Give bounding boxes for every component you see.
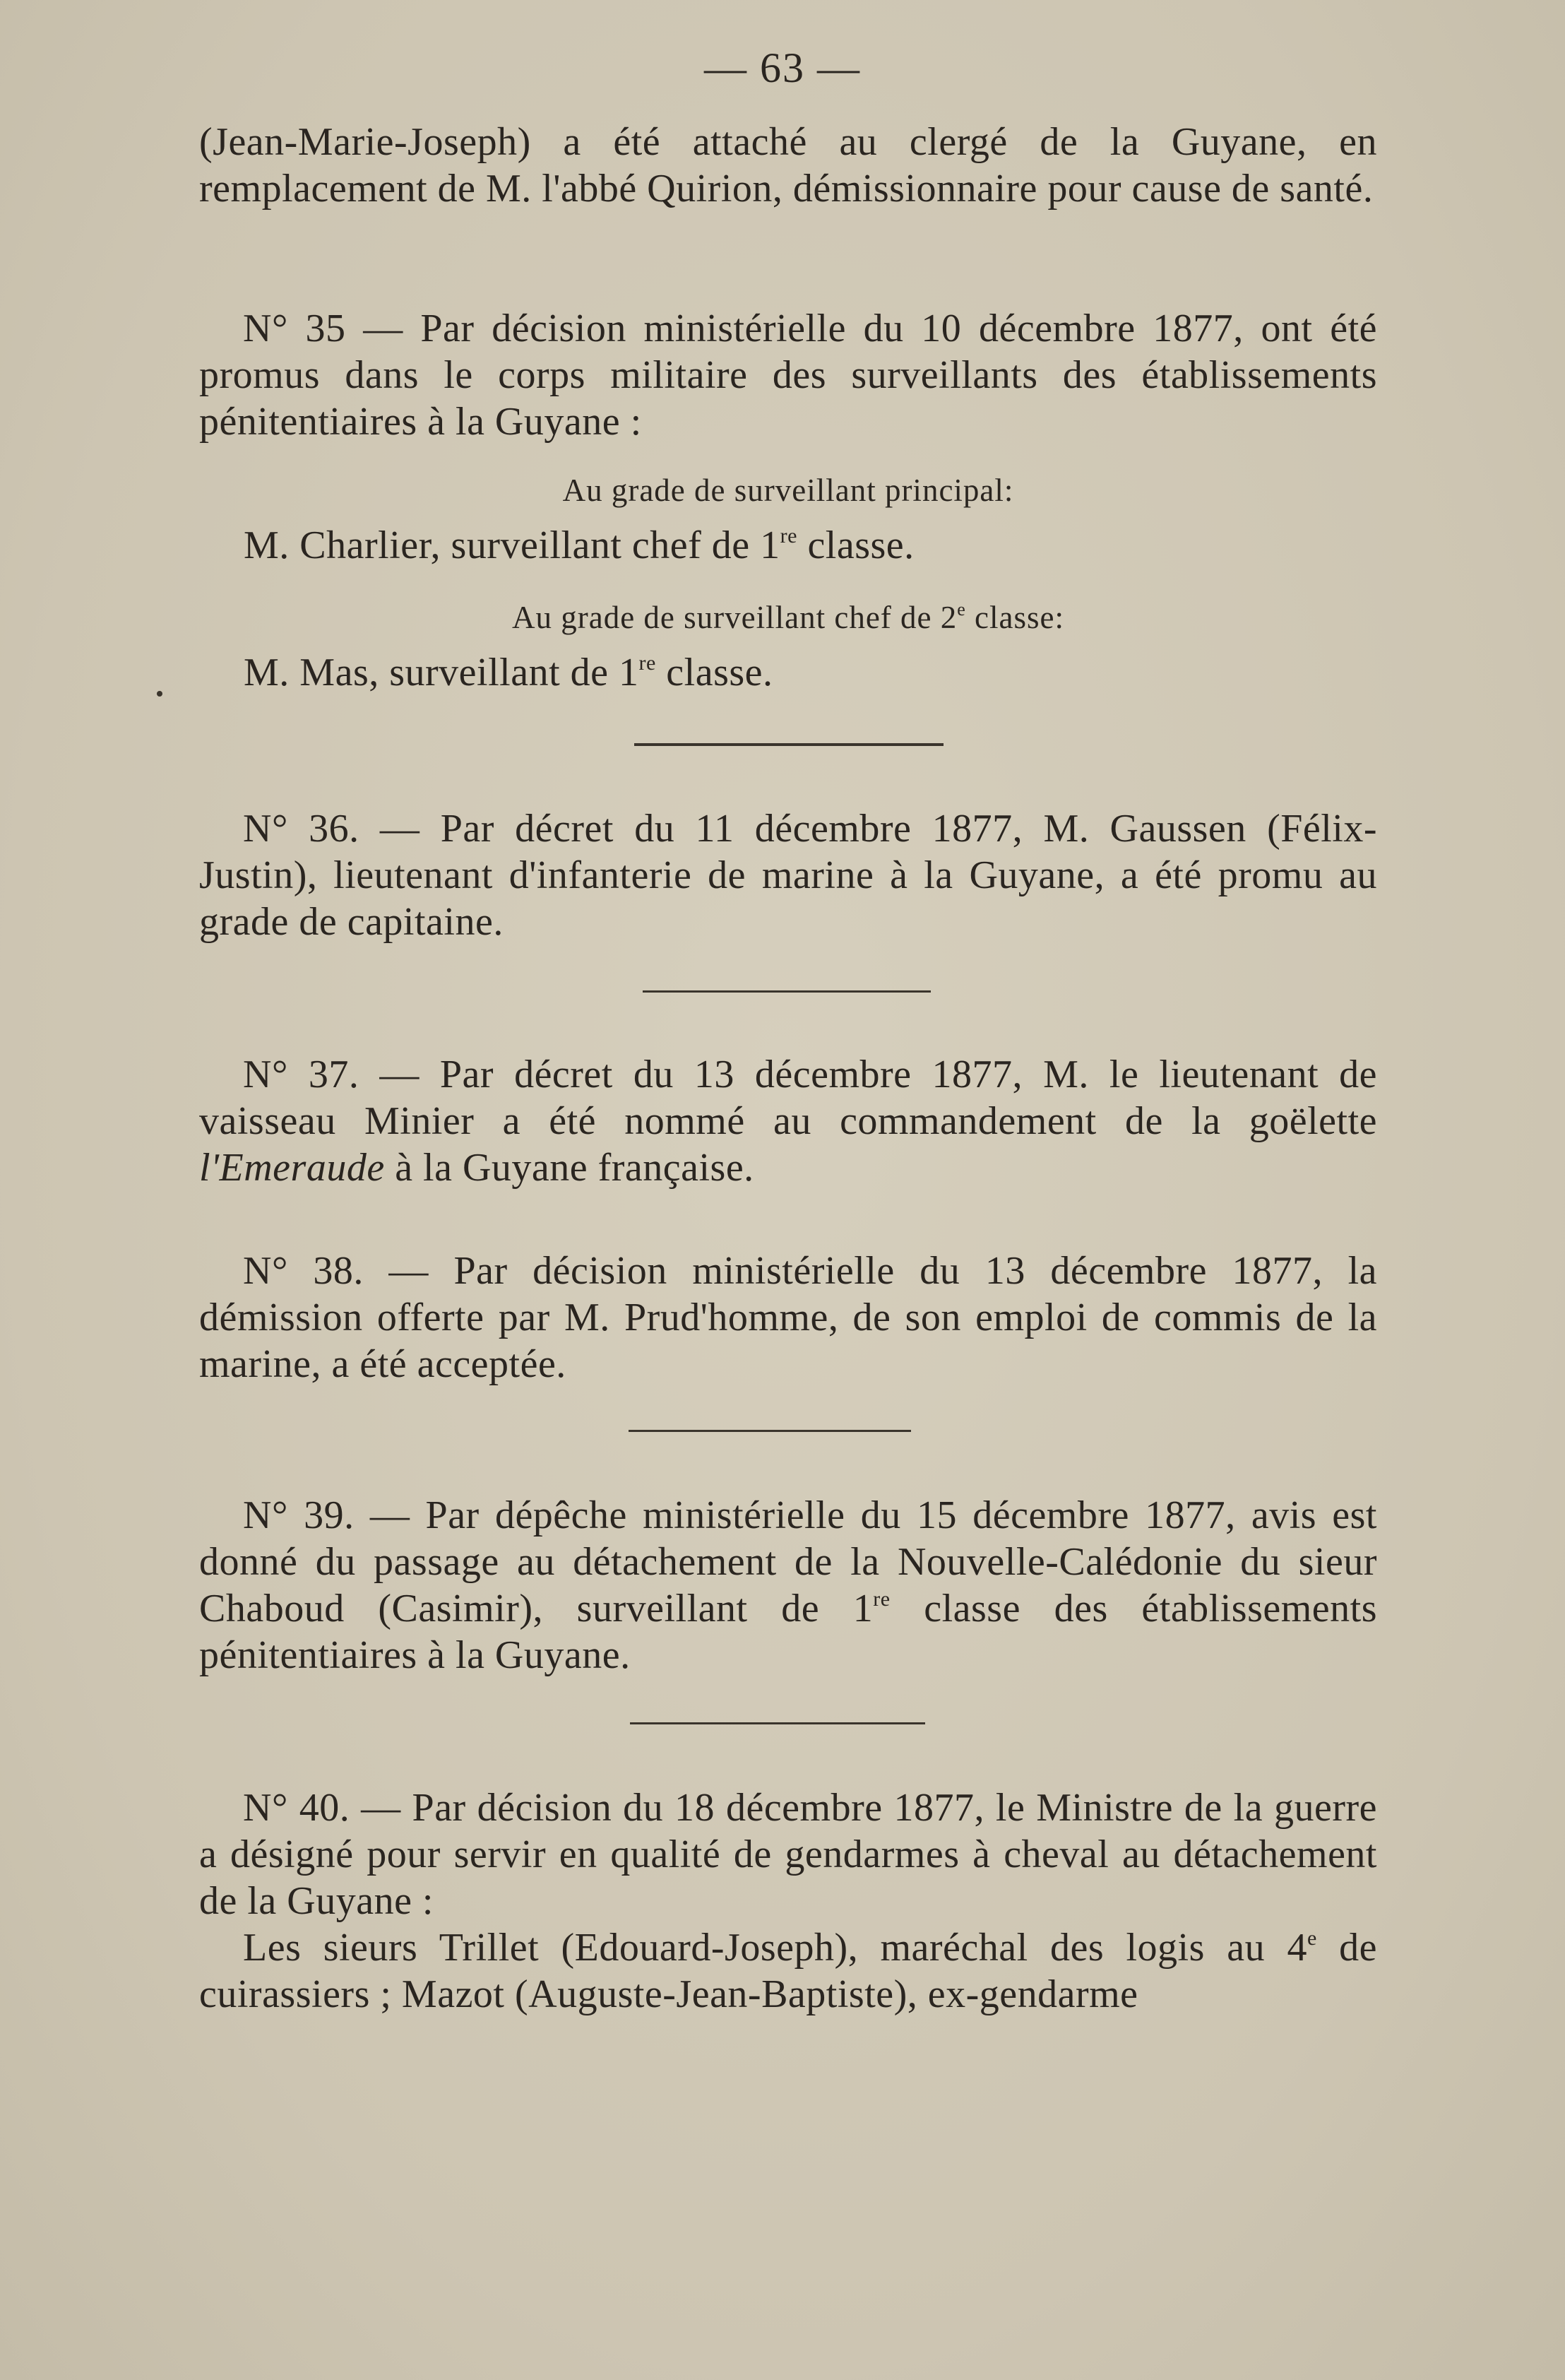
- separator-rule: [629, 1430, 911, 1432]
- appointment-charlier-text: M. Charlier, surveillant chef de 1: [244, 523, 780, 567]
- superscript: e: [957, 599, 966, 620]
- paragraph-40-continued-text: Les sieurs Trillet (Edouard-Joseph), maréchal des logis au 4: [243, 1926, 1307, 1970]
- subheading-chef-tail: classe:: [965, 600, 1064, 635]
- subheading-chef: [199, 599, 1377, 636]
- ship-name: l'Emeraude: [199, 1146, 385, 1190]
- appointment-charlier-tail: classe.: [797, 523, 915, 567]
- separator-rule: [634, 743, 944, 746]
- appointment-mas-tail: classe.: [655, 651, 773, 694]
- paragraph-37-text: N° 37. — Par décret du 13 décembre 1877, M. le lieutenant de vaisseau Minier a été nommé au commandement de la goëlette: [199, 1053, 1377, 1143]
- paragraph-40: N° 40. — Par décision du 18 décembre 1877, le Ministre de la guerre a désigné pour servir en qualité de gendarmes à cheval au détachement de la Guyane :: [199, 1786, 1377, 1923]
- paragraph-37: [199, 1051, 1377, 1191]
- paragraph-40-continued-tail: de cuirassiers ; Mazot (Auguste-Jean-Baptiste), ex-gendarme: [199, 1926, 1378, 2016]
- appointment-charlier: [244, 523, 915, 568]
- paragraph-38: N° 38. — Par décision ministérielle du 13 décembre 1877, la démission offerte par M. Prud'homme, de son emploi de commis de la marine, a été acceptée.: [199, 1249, 1377, 1386]
- appointment-mas-text: M. Mas, surveillant de 1: [244, 651, 639, 694]
- separator-rule: [630, 1722, 925, 1724]
- paragraph-39-text: N° 39. — Par dépêche ministérielle du 15 décembre 1877, avis est donné du passage au détachement de la Nouvelle-Calédonie du sieur Chaboud (Casimir), surveillant de 1: [199, 1493, 1377, 1630]
- subheading-chef-text: Au grade de surveillant chef de 2: [511, 600, 958, 635]
- subheading-principal-wrap: [199, 472, 1377, 514]
- subheading-principal: Au grade de surveillant principal:: [562, 473, 1014, 508]
- page-number: — 63 —: [704, 45, 861, 91]
- separator-rule: [643, 990, 931, 993]
- subheading-chef-wrap: [199, 599, 1377, 641]
- paragraph-39: [199, 1492, 1377, 1679]
- appointment-mas: [244, 650, 773, 695]
- paragraph-35: N° 35 — Par décision ministérielle du 10 décembre 1877, ont été promus dans le corps militaire des surveillants des établissements pénitentiaires à la Guyane :: [199, 307, 1377, 444]
- superscript: re: [638, 651, 656, 675]
- ink-speck: [157, 691, 162, 697]
- paragraph-37-tail: à la Guyane française.: [384, 1146, 754, 1190]
- superscript: e: [1307, 1926, 1317, 1950]
- superscript: re: [780, 524, 797, 547]
- paragraph-39-tail: classe des établissements pénitentiaires à la Guyane.: [199, 1587, 1377, 1677]
- paragraph-continuation: (Jean-Marie-Joseph) a été attaché au clergé de la Guyane, en remplacement de M. l'abbé Quirion, démissionnaire pour cause de santé.: [199, 120, 1377, 211]
- paragraph-40-continued: [199, 1924, 1377, 2018]
- superscript: re: [873, 1587, 891, 1611]
- paragraph-36: N° 36. — Par décret du 11 décembre 1877, M. Gaussen (Félix-Justin), lieutenant d'infanterie de marine à la Guyane, a été promu au grade de capitaine.: [199, 807, 1377, 944]
